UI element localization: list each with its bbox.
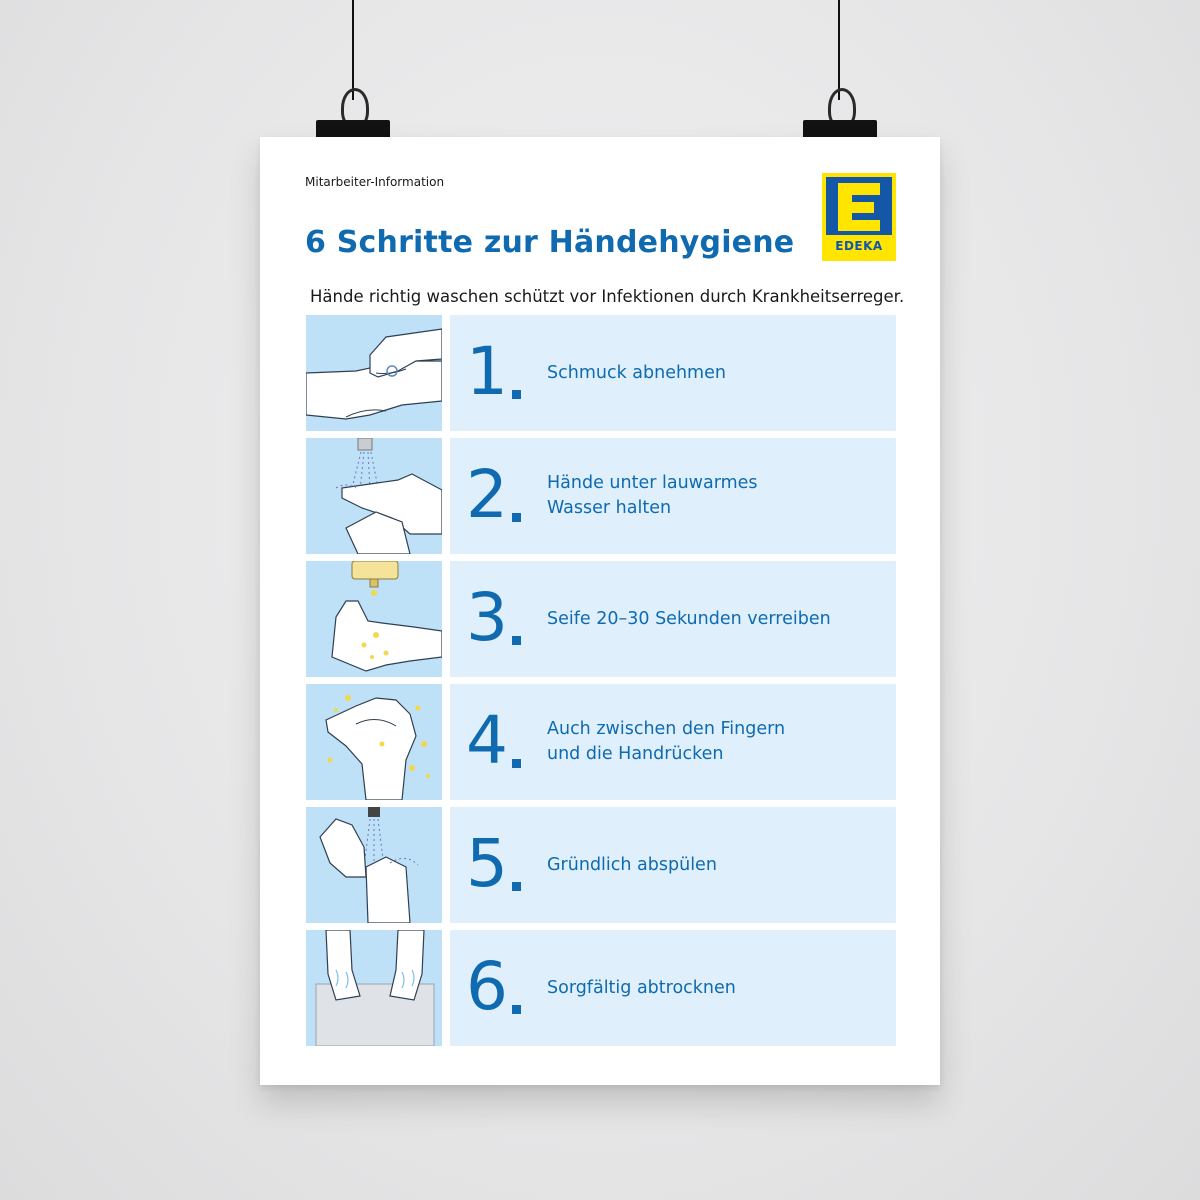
kicker-text: Mitarbeiter-Information <box>305 175 445 189</box>
hanging-wire-left <box>352 0 354 100</box>
step-number-dot <box>512 636 521 645</box>
step-number: 2 <box>466 456 506 533</box>
hand-dryer-icon <box>306 930 442 1046</box>
step-number: 5 <box>466 825 506 902</box>
step-number-dot <box>512 882 521 891</box>
step-panel <box>450 807 896 923</box>
step-1 <box>306 315 896 431</box>
soap-dispenser-icon <box>306 561 442 677</box>
step-2 <box>306 438 896 554</box>
step-label: Auch zwischen den Fingern und die Handrücken <box>547 719 786 764</box>
step-panel <box>450 561 896 677</box>
step-label: Gründlich abspülen <box>547 854 717 875</box>
step-panel <box>450 438 896 554</box>
step-label: Seife 20–30 Sekunden verreiben <box>547 608 831 629</box>
step-number: 3 <box>466 579 506 656</box>
scrub-fingers-icon <box>306 684 442 800</box>
step-3 <box>306 561 896 677</box>
page-title: 6 Schritte zur Händehygiene <box>305 225 795 260</box>
rinse-hands-icon <box>306 807 442 923</box>
step-6 <box>306 930 896 1046</box>
step-label: Sorgfältig abtrocknen <box>547 977 736 998</box>
poster <box>260 137 940 1085</box>
step-number: 1 <box>466 333 506 410</box>
logo-text: EDEKA <box>835 239 883 253</box>
step-panel <box>450 315 896 431</box>
step-5 <box>306 807 896 923</box>
hanging-wire-right <box>838 0 840 100</box>
hands-under-water-icon <box>306 438 442 554</box>
step-number-dot <box>512 1005 521 1014</box>
step-4 <box>306 684 896 800</box>
step-number-dot <box>512 390 521 399</box>
subtitle: Hände richtig waschen schützt vor Infektionen durch Krankheitserreger. <box>310 287 905 306</box>
edeka-logo <box>822 173 896 261</box>
step-label: Hände unter lauwarmes Wasser halten <box>547 473 758 518</box>
step-number-dot <box>512 513 521 522</box>
step-number: 6 <box>466 948 506 1025</box>
step-panel <box>450 930 896 1046</box>
step-label: Schmuck abnehmen <box>547 362 726 383</box>
step-number: 4 <box>466 702 506 779</box>
step-number-dot <box>512 759 521 768</box>
step-panel <box>450 684 896 800</box>
remove-jewelry-icon <box>306 315 442 431</box>
